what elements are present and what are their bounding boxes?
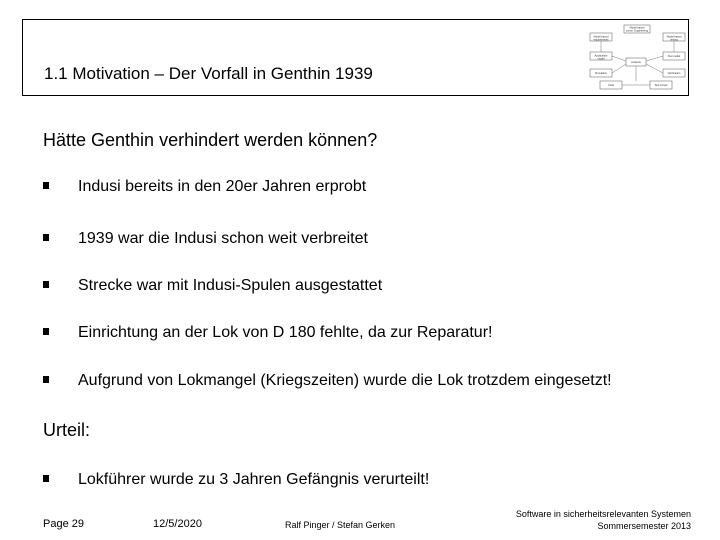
verdict-heading: Urteil: xyxy=(43,420,91,440)
diagram-label: Test scripts xyxy=(654,84,668,87)
footer-course-info xyxy=(516,508,691,532)
bullet-text: Lokführer wurde zu 3 Jahren Gefängnis verurteilt! xyxy=(78,471,430,488)
bullet-text: Strecke war mit Indusi-Spulen ausgestattet xyxy=(78,277,383,294)
diagram-label: Model based constr. Engineering xyxy=(625,26,649,33)
page-number: Page 29 xyxy=(43,518,84,530)
bullet-square-icon xyxy=(43,328,49,335)
bullet-text: Einrichtung an der Lok von D 180 fehlte, da zur Reparatur! xyxy=(78,324,493,341)
model-based-engineering-diagram xyxy=(588,23,688,93)
title-box xyxy=(22,19,689,96)
diagram-label: Verification xyxy=(667,72,681,75)
diagram-label: Model based testing xyxy=(666,35,682,42)
bullet-square-icon xyxy=(43,475,49,482)
footer-course: Software in sicherheitsrelevanten Systemen xyxy=(515,509,691,519)
bullet-text: 1939 war die Indusi schon weit verbreitet xyxy=(78,230,368,247)
bullet-square-icon xyxy=(43,376,49,383)
diagram-label: Code xyxy=(607,84,615,87)
bullet-square-icon xyxy=(43,234,49,241)
bullet-square-icon xyxy=(43,182,49,189)
diagram-label: Application model xyxy=(594,54,608,61)
diagram-label: Model based requirements xyxy=(593,35,609,42)
footer-authors: Ralf Pinger / Stefan Gerken xyxy=(285,520,396,530)
footer-date: 12/5/2020 xyxy=(153,518,202,530)
bullet-square-icon xyxy=(43,281,49,288)
bullet-text: Aufgrund von Lokmangel (Kriegszeiten) wurde die Lok trotzdem eingesetzt! xyxy=(78,372,612,389)
question-heading: Hätte Genthin verhindert werden können? xyxy=(43,130,378,150)
slide-title: 1.1 Motivation – Der Vorfall in Genthin 1939 xyxy=(44,64,373,83)
diagram-label: Analysis xyxy=(631,61,641,64)
bullet-text: Indusi bereits in den 20er Jahren erprobt xyxy=(78,178,367,195)
diagram-label: Test model xyxy=(667,55,681,58)
diagram-label: Simulation xyxy=(594,72,608,75)
footer-semester: Sommersemester 2013 xyxy=(597,521,691,531)
